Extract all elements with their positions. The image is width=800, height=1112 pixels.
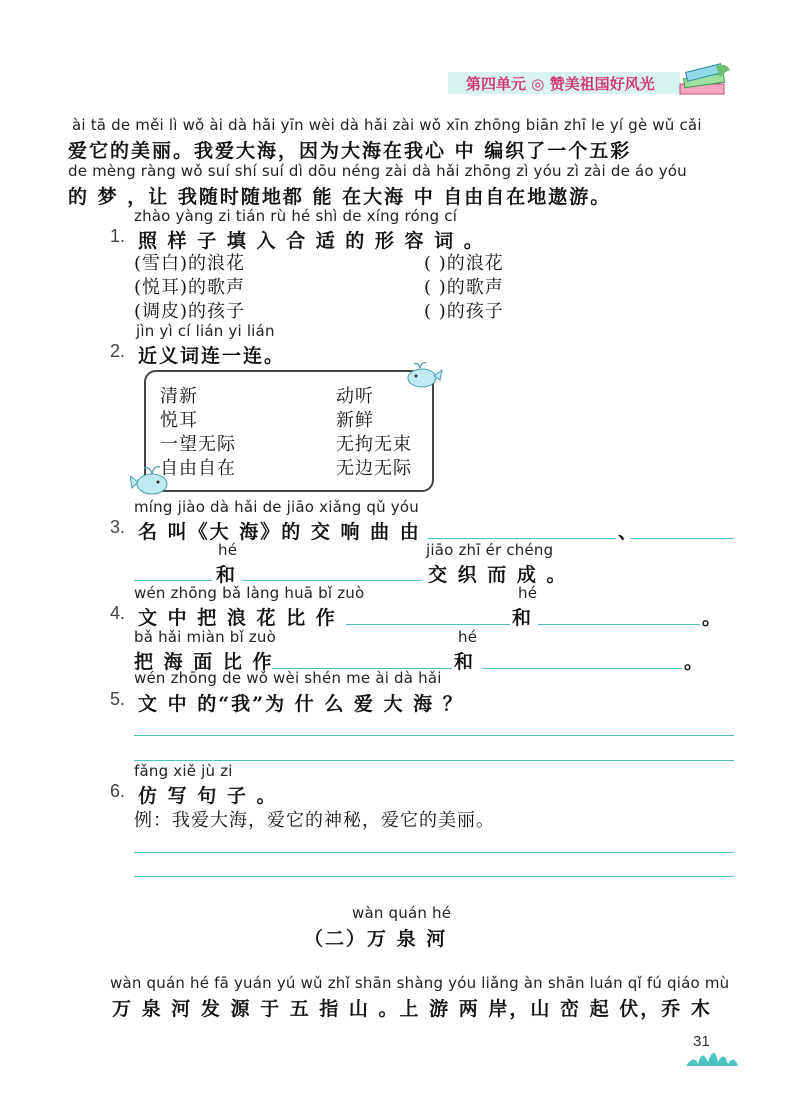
q4-and-2: 和: [454, 651, 476, 673]
q1-pinyin: zhào yàng zi tián rù hé shì de xíng róng cí: [134, 207, 458, 225]
q5-pinyin: wén zhōng de wǒ wèi shén me ài dà hǎi: [134, 669, 442, 687]
q3-pinyin-1: míng jiào dà hǎi de jiāo xiǎng qǔ yóu: [134, 498, 419, 516]
q3-pinyin-2b: jiāo zhī ér chéng: [426, 541, 554, 559]
q4-pinyin-2b: hé: [458, 628, 478, 646]
q4-pinyin-1: wén zhōng bǎ làng huā bǐ zuò: [134, 584, 365, 602]
section2-line1-pinyin: wàn quán hé fā yuán yú wǔ zhǐ shān shàng yóu liǎng àn shān luán qǐ fú qiáo mù: [110, 974, 730, 992]
q2-number: 2.: [110, 341, 126, 361]
q2-pinyin: jìn yì cí lián yi lián: [136, 322, 275, 340]
q1-number: 1.: [110, 226, 126, 246]
q3-blank-2[interactable]: [630, 538, 734, 539]
q1-example-1: (雪白)的浪花: [134, 253, 246, 274]
q4-blank-1[interactable]: [346, 624, 510, 625]
q1-example-3: (调皮)的孩子: [134, 301, 246, 322]
q3-number: 3.: [110, 517, 126, 537]
passage1-line2-text: 的 梦 ，让 我随时随地都 能 在大海 中 自由自在地遨游。: [68, 186, 612, 208]
q3-pinyin-2a: hé: [218, 541, 238, 559]
q6-answer-line-1[interactable]: [134, 852, 734, 853]
unit-header: [466, 73, 655, 94]
q3-comma: 、: [618, 521, 640, 543]
q3-blank-3[interactable]: [134, 580, 212, 581]
q2-prompt: 近义词连一连。: [138, 345, 286, 367]
q4-end-1: 。: [702, 607, 724, 629]
q4-pinyin-1b: hé: [518, 584, 538, 602]
q2-left-2[interactable]: 悦耳: [160, 410, 198, 431]
q2-right-1[interactable]: 动听: [336, 386, 374, 407]
q1-answer-1[interactable]: ( )的浪花: [424, 253, 504, 274]
q5-prompt: 文 中 的“我”为 什 么 爱 大 海 ？: [138, 693, 464, 715]
bullseye-icon: ◎: [531, 75, 545, 93]
q2-right-4[interactable]: 无边无际: [336, 458, 412, 479]
q2-right-2[interactable]: 新鲜: [336, 410, 374, 431]
q4-prompt-2: 把 海 面 比 作: [134, 651, 274, 673]
q1-example-2: (悦耳)的歌声: [134, 277, 246, 298]
q3-blank-1[interactable]: [428, 538, 616, 539]
whale-icon: [130, 462, 174, 498]
section2-line1-text: 万 泉 河 发 源 于 五 指 山 。上 游 两 岸，山 峦 起 伏，乔 木: [112, 998, 712, 1020]
q4-prompt-1: 文 中 把 浪 花 比 作: [138, 607, 337, 629]
grass-splash-icon: [684, 1040, 740, 1068]
q1-answer-2[interactable]: ( )的歌声: [424, 277, 504, 298]
q2-right-3[interactable]: 无拘无束: [336, 434, 412, 455]
q5-number: 5.: [110, 689, 126, 709]
q3-and: 和: [216, 564, 238, 586]
q3-prompt-1: 名 叫《大 海》的 交 响 曲 由: [138, 521, 421, 543]
q4-number: 4.: [110, 603, 126, 623]
q2-left-1[interactable]: 清新: [160, 386, 198, 407]
q6-example: 例：我爱大海，爱它的神秘，爱它的美丽。: [134, 810, 495, 831]
unit-title: 赞美祖国好风光: [549, 75, 655, 93]
passage1-line1-pinyin: ài tā de měi lì wǒ ài dà hǎi yīn wèi dà hǎi zài wǒ xīn zhōng biān zhī le yí gè wǔ cǎi: [72, 116, 702, 134]
q6-pinyin: fǎng xiě jù zi: [134, 762, 233, 780]
q6-answer-line-2[interactable]: [134, 876, 734, 877]
q1-prompt: 照 样 子 填 入 合 适 的 形 容 词 。: [138, 230, 485, 252]
q4-blank-4[interactable]: [482, 668, 682, 669]
section2-title: （二）万 泉 河: [304, 928, 448, 950]
books-icon: [676, 60, 732, 104]
passage1-line1-text: 爱它的美丽。我爱大海，因为大海在我心 中 编织了一个五彩: [68, 140, 632, 162]
unit-label: 第四单元: [466, 75, 527, 93]
q4-pinyin-2: bǎ hǎi miàn bǐ zuò: [134, 628, 276, 646]
q5-answer-line-2[interactable]: [134, 760, 734, 761]
section2-title-pinyin: wàn quán hé: [352, 904, 452, 922]
q3-prompt-2: 交 织 而 成 。: [428, 564, 568, 586]
q4-and-1: 和: [512, 607, 534, 629]
q4-blank-2[interactable]: [538, 624, 700, 625]
q4-end-2: 。: [684, 651, 706, 673]
passage1-line2-pinyin: de mèng ràng wǒ suí shí suí dì dōu néng zài dà hǎi zhōng zì yóu zì zài de áo yóu: [68, 162, 687, 180]
q5-answer-line-1[interactable]: [134, 735, 734, 736]
q2-left-4[interactable]: 自由自在: [160, 458, 236, 479]
q3-blank-4[interactable]: [242, 580, 422, 581]
whale-icon: [404, 358, 444, 390]
q6-number: 6.: [110, 781, 126, 801]
q2-left-3[interactable]: 一望无际: [160, 434, 236, 455]
q1-answer-3[interactable]: ( )的孩子: [424, 301, 504, 322]
page-number: 31: [693, 1033, 710, 1050]
q6-prompt: 仿 写 句 子 。: [138, 785, 278, 807]
